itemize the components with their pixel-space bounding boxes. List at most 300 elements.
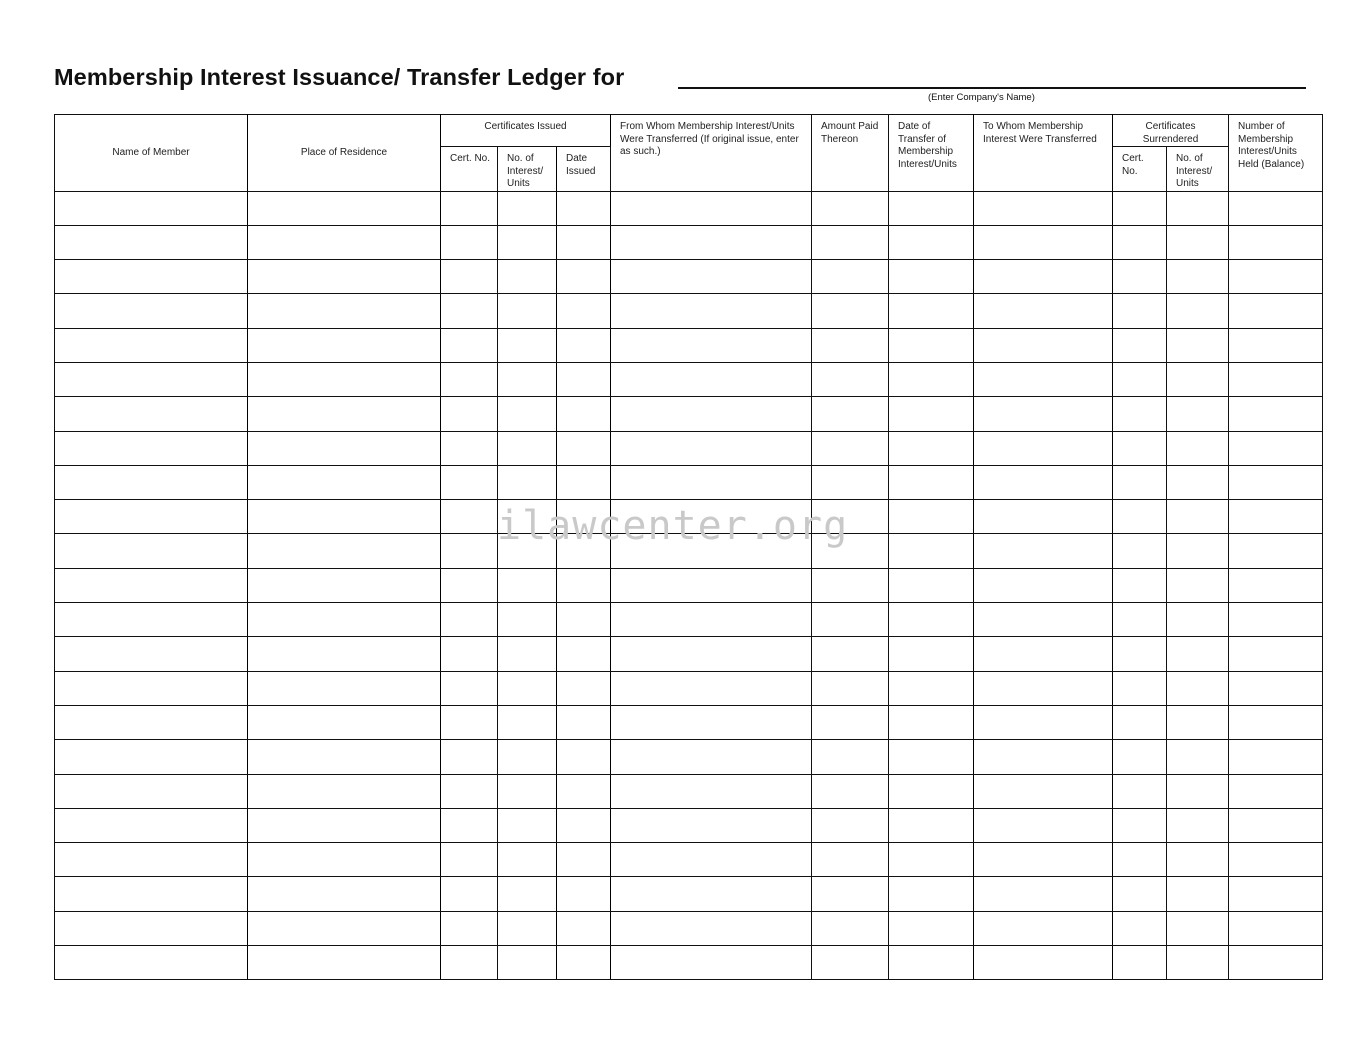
cell-from-whom[interactable]: [611, 808, 812, 842]
table-row: [55, 946, 1323, 980]
cell-number-held[interactable]: [1229, 637, 1323, 671]
cell-surrendered-no-of-interest[interactable]: [1167, 603, 1229, 637]
cell-issued-date[interactable]: [557, 260, 611, 294]
cell-to-whom[interactable]: [974, 774, 1113, 808]
cell-place-of-residence[interactable]: [248, 740, 441, 774]
cell-surrendered-cert-no[interactable]: [1113, 911, 1167, 945]
cell-surrendered-cert-no[interactable]: [1113, 705, 1167, 739]
table-row: [55, 260, 1323, 294]
cell-issued-no-of-interest[interactable]: [498, 225, 557, 259]
cell-surrendered-cert-no[interactable]: [1113, 946, 1167, 980]
cell-date-of-transfer[interactable]: [889, 568, 974, 602]
header-number-held: Number of Membership Interest/Units Held (Balance): [1229, 115, 1323, 192]
cell-date-of-transfer[interactable]: [889, 877, 974, 911]
cell-date-of-transfer[interactable]: [889, 808, 974, 842]
cell-name-of-member[interactable]: [55, 774, 248, 808]
cell-issued-cert-no[interactable]: [441, 225, 498, 259]
cell-issued-no-of-interest[interactable]: [498, 397, 557, 431]
cell-amount-paid[interactable]: [812, 431, 889, 465]
cell-number-held[interactable]: [1229, 191, 1323, 225]
cell-date-of-transfer[interactable]: [889, 774, 974, 808]
cell-issued-no-of-interest[interactable]: [498, 671, 557, 705]
cell-issued-cert-no[interactable]: [441, 671, 498, 705]
cell-issued-date[interactable]: [557, 225, 611, 259]
cell-number-held[interactable]: [1229, 362, 1323, 396]
cell-name-of-member[interactable]: [55, 260, 248, 294]
cell-surrendered-cert-no[interactable]: [1113, 225, 1167, 259]
cell-name-of-member[interactable]: [55, 637, 248, 671]
cell-surrendered-cert-no[interactable]: [1113, 877, 1167, 911]
cell-from-whom[interactable]: [611, 946, 812, 980]
cell-name-of-member[interactable]: [55, 328, 248, 362]
cell-surrendered-no-of-interest[interactable]: [1167, 671, 1229, 705]
cell-issued-cert-no[interactable]: [441, 260, 498, 294]
cell-date-of-transfer[interactable]: [889, 294, 974, 328]
cell-issued-date[interactable]: [557, 603, 611, 637]
cell-surrendered-no-of-interest[interactable]: [1167, 328, 1229, 362]
cell-from-whom[interactable]: [611, 465, 812, 499]
cell-issued-no-of-interest[interactable]: [498, 740, 557, 774]
cell-number-held[interactable]: [1229, 774, 1323, 808]
cell-surrendered-cert-no[interactable]: [1113, 362, 1167, 396]
cell-to-whom[interactable]: [974, 843, 1113, 877]
cell-surrendered-cert-no[interactable]: [1113, 397, 1167, 431]
cell-issued-no-of-interest[interactable]: [498, 877, 557, 911]
cell-date-of-transfer[interactable]: [889, 260, 974, 294]
cell-issued-date[interactable]: [557, 808, 611, 842]
cell-number-held[interactable]: [1229, 946, 1323, 980]
table-row: [55, 637, 1323, 671]
cell-amount-paid[interactable]: [812, 911, 889, 945]
cell-issued-cert-no[interactable]: [441, 397, 498, 431]
cell-to-whom[interactable]: [974, 740, 1113, 774]
cell-surrendered-no-of-interest[interactable]: [1167, 774, 1229, 808]
table-row: [55, 191, 1323, 225]
header-place-of-residence: Place of Residence: [248, 115, 441, 192]
cell-date-of-transfer[interactable]: [889, 637, 974, 671]
cell-issued-cert-no[interactable]: [441, 362, 498, 396]
watermark: ilawcenter.org: [497, 503, 849, 549]
cell-date-of-transfer[interactable]: [889, 946, 974, 980]
table-row: [55, 603, 1323, 637]
cell-amount-paid[interactable]: [812, 225, 889, 259]
cell-place-of-residence[interactable]: [248, 465, 441, 499]
cell-surrendered-no-of-interest[interactable]: [1167, 362, 1229, 396]
cell-surrendered-no-of-interest[interactable]: [1167, 534, 1229, 568]
cell-amount-paid[interactable]: [812, 808, 889, 842]
cell-to-whom[interactable]: [974, 637, 1113, 671]
cell-to-whom[interactable]: [974, 362, 1113, 396]
header-from-whom: From Whom Membership Interest/Units Were Transferred (If original issue, enter as such.): [611, 115, 812, 192]
title-row: [54, 62, 1306, 92]
cell-issued-no-of-interest[interactable]: [498, 362, 557, 396]
cell-surrendered-no-of-interest[interactable]: [1167, 500, 1229, 534]
cell-place-of-residence[interactable]: [248, 362, 441, 396]
cell-issued-date[interactable]: [557, 671, 611, 705]
cell-date-of-transfer[interactable]: [889, 397, 974, 431]
cell-issued-date[interactable]: [557, 294, 611, 328]
cell-issued-no-of-interest[interactable]: [498, 774, 557, 808]
company-name-caption: (Enter Company's Name): [928, 92, 1035, 103]
cell-name-of-member[interactable]: [55, 946, 248, 980]
cell-amount-paid[interactable]: [812, 877, 889, 911]
cell-number-held[interactable]: [1229, 568, 1323, 602]
cell-to-whom[interactable]: [974, 705, 1113, 739]
cell-place-of-residence[interactable]: [248, 328, 441, 362]
cell-surrendered-no-of-interest[interactable]: [1167, 225, 1229, 259]
cell-name-of-member[interactable]: [55, 877, 248, 911]
cell-to-whom[interactable]: [974, 431, 1113, 465]
table-row: [55, 843, 1323, 877]
cell-date-of-transfer[interactable]: [889, 465, 974, 499]
cell-number-held[interactable]: [1229, 534, 1323, 568]
cell-surrendered-no-of-interest[interactable]: [1167, 877, 1229, 911]
cell-number-held[interactable]: [1229, 671, 1323, 705]
cell-place-of-residence[interactable]: [248, 500, 441, 534]
header-name-of-member: Name of Member: [55, 115, 248, 192]
cell-issued-no-of-interest[interactable]: [498, 946, 557, 980]
cell-issued-cert-no[interactable]: [441, 431, 498, 465]
cell-number-held[interactable]: [1229, 808, 1323, 842]
cell-issued-date[interactable]: [557, 637, 611, 671]
cell-issued-cert-no[interactable]: [441, 877, 498, 911]
cell-to-whom[interactable]: [974, 328, 1113, 362]
cell-issued-cert-no[interactable]: [441, 568, 498, 602]
cell-issued-cert-no[interactable]: [441, 465, 498, 499]
cell-amount-paid[interactable]: [812, 328, 889, 362]
cell-to-whom[interactable]: [974, 500, 1113, 534]
cell-surrendered-no-of-interest[interactable]: [1167, 946, 1229, 980]
cell-issued-cert-no[interactable]: [441, 740, 498, 774]
cell-place-of-residence[interactable]: [248, 294, 441, 328]
cell-surrendered-cert-no[interactable]: [1113, 431, 1167, 465]
cell-issued-date[interactable]: [557, 774, 611, 808]
cell-from-whom[interactable]: [611, 637, 812, 671]
cell-name-of-member[interactable]: [55, 191, 248, 225]
cell-amount-paid[interactable]: [812, 705, 889, 739]
cell-issued-date[interactable]: [557, 843, 611, 877]
cell-to-whom[interactable]: [974, 465, 1113, 499]
cell-date-of-transfer[interactable]: [889, 191, 974, 225]
cell-from-whom[interactable]: [611, 294, 812, 328]
cell-date-of-transfer[interactable]: [889, 225, 974, 259]
cell-name-of-member[interactable]: [55, 740, 248, 774]
cell-number-held[interactable]: [1229, 500, 1323, 534]
cell-number-held[interactable]: [1229, 431, 1323, 465]
cell-date-of-transfer[interactable]: [889, 431, 974, 465]
cell-amount-paid[interactable]: [812, 946, 889, 980]
cell-surrendered-no-of-interest[interactable]: [1167, 397, 1229, 431]
cell-to-whom[interactable]: [974, 191, 1113, 225]
cell-issued-cert-no[interactable]: [441, 911, 498, 945]
cell-issued-date[interactable]: [557, 911, 611, 945]
cell-to-whom[interactable]: [974, 568, 1113, 602]
cell-from-whom[interactable]: [611, 191, 812, 225]
cell-name-of-member[interactable]: [55, 362, 248, 396]
table-row: [55, 362, 1323, 396]
cell-date-of-transfer[interactable]: [889, 740, 974, 774]
cell-number-held[interactable]: [1229, 225, 1323, 259]
cell-issued-date[interactable]: [557, 397, 611, 431]
cell-issued-date[interactable]: [557, 191, 611, 225]
cell-from-whom[interactable]: [611, 877, 812, 911]
cell-to-whom[interactable]: [974, 294, 1113, 328]
cell-number-held[interactable]: [1229, 705, 1323, 739]
cell-from-whom[interactable]: [611, 740, 812, 774]
cell-place-of-residence[interactable]: [248, 671, 441, 705]
cell-issued-no-of-interest[interactable]: [498, 911, 557, 945]
cell-from-whom[interactable]: [611, 568, 812, 602]
cell-surrendered-no-of-interest[interactable]: [1167, 705, 1229, 739]
cell-issued-no-of-interest[interactable]: [498, 431, 557, 465]
cell-place-of-residence[interactable]: [248, 808, 441, 842]
cell-name-of-member[interactable]: [55, 843, 248, 877]
cell-surrendered-cert-no[interactable]: [1113, 774, 1167, 808]
cell-to-whom[interactable]: [974, 260, 1113, 294]
table-row: [55, 808, 1323, 842]
cell-name-of-member[interactable]: [55, 671, 248, 705]
cell-to-whom[interactable]: [974, 534, 1113, 568]
cell-to-whom[interactable]: [974, 877, 1113, 911]
cell-name-of-member[interactable]: [55, 465, 248, 499]
ledger-body: [55, 191, 1323, 980]
cell-name-of-member[interactable]: [55, 431, 248, 465]
cell-surrendered-cert-no[interactable]: [1113, 500, 1167, 534]
cell-issued-cert-no[interactable]: [441, 843, 498, 877]
cell-to-whom[interactable]: [974, 911, 1113, 945]
cell-place-of-residence[interactable]: [248, 191, 441, 225]
cell-place-of-residence[interactable]: [248, 843, 441, 877]
cell-place-of-residence[interactable]: [248, 431, 441, 465]
cell-amount-paid[interactable]: [812, 465, 889, 499]
cell-from-whom[interactable]: [611, 328, 812, 362]
cell-issued-no-of-interest[interactable]: [498, 328, 557, 362]
cell-issued-date[interactable]: [557, 740, 611, 774]
cell-issued-no-of-interest[interactable]: [498, 843, 557, 877]
cell-issued-cert-no[interactable]: [441, 705, 498, 739]
cell-issued-no-of-interest[interactable]: [498, 465, 557, 499]
cell-from-whom[interactable]: [611, 362, 812, 396]
cell-name-of-member[interactable]: [55, 534, 248, 568]
cell-surrendered-no-of-interest[interactable]: [1167, 808, 1229, 842]
cell-issued-date[interactable]: [557, 328, 611, 362]
cell-issued-cert-no[interactable]: [441, 603, 498, 637]
cell-surrendered-no-of-interest[interactable]: [1167, 568, 1229, 602]
table-row: [55, 225, 1323, 259]
cell-place-of-residence[interactable]: [248, 260, 441, 294]
cell-date-of-transfer[interactable]: [889, 911, 974, 945]
cell-date-of-transfer[interactable]: [889, 500, 974, 534]
cell-amount-paid[interactable]: [812, 260, 889, 294]
cell-to-whom[interactable]: [974, 603, 1113, 637]
cell-surrendered-no-of-interest[interactable]: [1167, 637, 1229, 671]
table-row: [55, 431, 1323, 465]
cell-from-whom[interactable]: [611, 671, 812, 705]
cell-place-of-residence[interactable]: [248, 877, 441, 911]
cell-issued-no-of-interest[interactable]: [498, 568, 557, 602]
cell-surrendered-no-of-interest[interactable]: [1167, 260, 1229, 294]
cell-amount-paid[interactable]: [812, 397, 889, 431]
cell-to-whom[interactable]: [974, 946, 1113, 980]
cell-issued-cert-no[interactable]: [441, 774, 498, 808]
cell-date-of-transfer[interactable]: [889, 843, 974, 877]
ledger-header: [55, 115, 1323, 192]
cell-issued-date[interactable]: [557, 946, 611, 980]
cell-issued-no-of-interest[interactable]: [498, 808, 557, 842]
cell-surrendered-cert-no[interactable]: [1113, 294, 1167, 328]
cell-to-whom[interactable]: [974, 671, 1113, 705]
cell-place-of-residence[interactable]: [248, 637, 441, 671]
cell-issued-no-of-interest[interactable]: [498, 705, 557, 739]
header-surrendered-no-of-interest: No. of Interest/ Units: [1167, 147, 1229, 192]
cell-surrendered-no-of-interest[interactable]: [1167, 294, 1229, 328]
cell-issued-date[interactable]: [557, 362, 611, 396]
cell-number-held[interactable]: [1229, 328, 1323, 362]
cell-surrendered-cert-no[interactable]: [1113, 568, 1167, 602]
cell-name-of-member[interactable]: [55, 294, 248, 328]
table-row: [55, 740, 1323, 774]
table-row: [55, 911, 1323, 945]
header-certificates-surrendered: Certificates Surrendered: [1113, 115, 1229, 147]
cell-date-of-transfer[interactable]: [889, 534, 974, 568]
cell-number-held[interactable]: [1229, 877, 1323, 911]
cell-date-of-transfer[interactable]: [889, 671, 974, 705]
header-amount-paid: Amount Paid Thereon: [812, 115, 889, 192]
cell-name-of-member[interactable]: [55, 568, 248, 602]
cell-surrendered-no-of-interest[interactable]: [1167, 843, 1229, 877]
cell-issued-cert-no[interactable]: [441, 534, 498, 568]
cell-from-whom[interactable]: [611, 603, 812, 637]
cell-issued-cert-no[interactable]: [441, 328, 498, 362]
cell-surrendered-no-of-interest[interactable]: [1167, 911, 1229, 945]
cell-surrendered-cert-no[interactable]: [1113, 465, 1167, 499]
cell-number-held[interactable]: [1229, 603, 1323, 637]
cell-amount-paid[interactable]: [812, 740, 889, 774]
cell-issued-no-of-interest[interactable]: [498, 191, 557, 225]
company-name-blank[interactable]: [678, 87, 1306, 89]
cell-surrendered-cert-no[interactable]: [1113, 637, 1167, 671]
cell-surrendered-cert-no[interactable]: [1113, 260, 1167, 294]
cell-date-of-transfer[interactable]: [889, 362, 974, 396]
cell-name-of-member[interactable]: [55, 705, 248, 739]
cell-amount-paid[interactable]: [812, 637, 889, 671]
cell-number-held[interactable]: [1229, 260, 1323, 294]
cell-number-held[interactable]: [1229, 397, 1323, 431]
cell-surrendered-no-of-interest[interactable]: [1167, 465, 1229, 499]
cell-date-of-transfer[interactable]: [889, 328, 974, 362]
cell-from-whom[interactable]: [611, 260, 812, 294]
cell-number-held[interactable]: [1229, 740, 1323, 774]
cell-surrendered-cert-no[interactable]: [1113, 603, 1167, 637]
cell-name-of-member[interactable]: [55, 225, 248, 259]
cell-issued-cert-no[interactable]: [441, 191, 498, 225]
cell-name-of-member[interactable]: [55, 500, 248, 534]
cell-from-whom[interactable]: [611, 774, 812, 808]
cell-surrendered-cert-no[interactable]: [1113, 671, 1167, 705]
cell-issued-date[interactable]: [557, 465, 611, 499]
cell-issued-date[interactable]: [557, 568, 611, 602]
cell-issued-date[interactable]: [557, 705, 611, 739]
cell-issued-date[interactable]: [557, 431, 611, 465]
cell-name-of-member[interactable]: [55, 397, 248, 431]
cell-amount-paid[interactable]: [812, 774, 889, 808]
table-row: [55, 397, 1323, 431]
cell-amount-paid[interactable]: [812, 843, 889, 877]
table-row: [55, 774, 1323, 808]
cell-surrendered-no-of-interest[interactable]: [1167, 431, 1229, 465]
cell-place-of-residence[interactable]: [248, 911, 441, 945]
cell-issued-no-of-interest[interactable]: [498, 294, 557, 328]
cell-to-whom[interactable]: [974, 808, 1113, 842]
cell-from-whom[interactable]: [611, 705, 812, 739]
cell-surrendered-no-of-interest[interactable]: [1167, 191, 1229, 225]
cell-number-held[interactable]: [1229, 465, 1323, 499]
cell-from-whom[interactable]: [611, 843, 812, 877]
cell-to-whom[interactable]: [974, 397, 1113, 431]
header-issued-date: Date Issued: [557, 147, 611, 192]
cell-surrendered-cert-no[interactable]: [1113, 191, 1167, 225]
cell-place-of-residence[interactable]: [248, 946, 441, 980]
cell-amount-paid[interactable]: [812, 568, 889, 602]
cell-from-whom[interactable]: [611, 911, 812, 945]
cell-date-of-transfer[interactable]: [889, 705, 974, 739]
cell-from-whom[interactable]: [611, 431, 812, 465]
cell-issued-cert-no[interactable]: [441, 946, 498, 980]
cell-issued-no-of-interest[interactable]: [498, 637, 557, 671]
cell-amount-paid[interactable]: [812, 362, 889, 396]
cell-amount-paid[interactable]: [812, 294, 889, 328]
cell-issued-no-of-interest[interactable]: [498, 260, 557, 294]
cell-issued-date[interactable]: [557, 877, 611, 911]
cell-issued-cert-no[interactable]: [441, 500, 498, 534]
cell-name-of-member[interactable]: [55, 808, 248, 842]
cell-place-of-residence[interactable]: [248, 568, 441, 602]
cell-date-of-transfer[interactable]: [889, 603, 974, 637]
cell-issued-cert-no[interactable]: [441, 808, 498, 842]
cell-amount-paid[interactable]: [812, 603, 889, 637]
cell-issued-no-of-interest[interactable]: [498, 603, 557, 637]
cell-name-of-member[interactable]: [55, 911, 248, 945]
cell-surrendered-cert-no[interactable]: [1113, 808, 1167, 842]
cell-issued-cert-no[interactable]: [441, 294, 498, 328]
header-issued-cert-no: Cert. No.: [441, 147, 498, 192]
table-row: [55, 328, 1323, 362]
cell-from-whom[interactable]: [611, 225, 812, 259]
cell-place-of-residence[interactable]: [248, 534, 441, 568]
page-title: Membership Interest Issuance/ Transfer Ledger for: [54, 64, 625, 90]
cell-place-of-residence[interactable]: [248, 705, 441, 739]
cell-to-whom[interactable]: [974, 225, 1113, 259]
cell-number-held[interactable]: [1229, 294, 1323, 328]
cell-surrendered-cert-no[interactable]: [1113, 843, 1167, 877]
cell-surrendered-cert-no[interactable]: [1113, 328, 1167, 362]
cell-issued-cert-no[interactable]: [441, 637, 498, 671]
cell-from-whom[interactable]: [611, 397, 812, 431]
cell-number-held[interactable]: [1229, 911, 1323, 945]
cell-amount-paid[interactable]: [812, 191, 889, 225]
cell-surrendered-no-of-interest[interactable]: [1167, 740, 1229, 774]
cell-place-of-residence[interactable]: [248, 397, 441, 431]
header-date-of-transfer: Date of Transfer of Membership Interest/Units: [889, 115, 974, 192]
cell-number-held[interactable]: [1229, 843, 1323, 877]
cell-place-of-residence[interactable]: [248, 603, 441, 637]
cell-name-of-member[interactable]: [55, 603, 248, 637]
cell-surrendered-cert-no[interactable]: [1113, 740, 1167, 774]
cell-surrendered-cert-no[interactable]: [1113, 534, 1167, 568]
cell-amount-paid[interactable]: [812, 671, 889, 705]
cell-place-of-residence[interactable]: [248, 774, 441, 808]
cell-place-of-residence[interactable]: [248, 225, 441, 259]
